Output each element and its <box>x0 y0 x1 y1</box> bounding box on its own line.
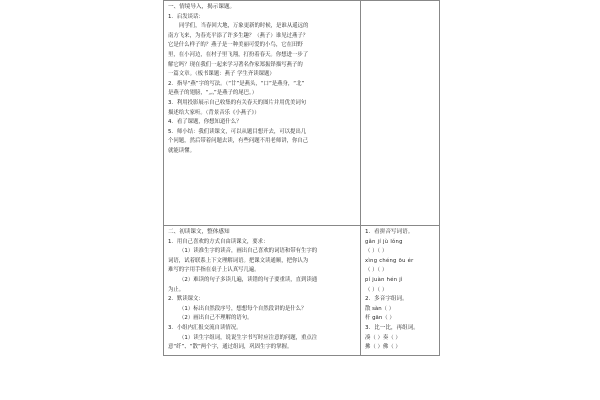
exercise-line: xìng chéng ōu ér <box>365 257 414 264</box>
lesson-plan-page <box>163 0 438 400</box>
section1-line: 里，在小河边，在村子里飞翔，打扮着春天。你想进一步了 <box>168 51 309 58</box>
section2-line: 意“纤”、“散”两个字，通过组词，巩固生字的掌握。 <box>168 344 293 351</box>
section1-line: 4．看了课题，你想知道什么？ <box>168 119 242 126</box>
exercise-cell <box>361 226 440 356</box>
section1-body <box>168 13 356 157</box>
section2-line: （1）读准生字的读音，画出自己喜欢的词语和带有生字的 <box>179 248 318 255</box>
section1-line: 南方飞来，为春光平添了许多生趣？（燕子）谁见过燕子？ <box>168 32 309 39</box>
section1-heading: 一、情境导入，揭示课题。 <box>168 4 236 10</box>
section2-line: 1．用自己喜欢的方式自由读课文，要求： <box>168 238 269 245</box>
section1-line: 5．师小结：我们读课文，可以从题目想开去，可以提出几 <box>168 128 307 135</box>
exercise-line: 拂（ ）佛（ ） <box>365 344 401 351</box>
empty-side-cell <box>361 1 440 226</box>
exercise-body <box>365 228 435 353</box>
first-reading-cell <box>164 226 361 356</box>
exercise-line: （ ）（ ） <box>365 248 388 255</box>
section1-line: 一篇文章。（板书课题：燕子 学生齐读课题） <box>168 71 275 78</box>
section1-line: 是燕子的翅膀，“灬”是燕子的尾巴。） <box>168 90 258 97</box>
section2-body <box>168 238 356 353</box>
section1-line: 1．启发谈话： <box>168 13 204 20</box>
lesson-plan-table <box>163 0 440 356</box>
section2-line: （2）画出自己不理解的语句。 <box>179 315 253 322</box>
exercise-line: 凑（ ）奏（ ） <box>365 334 401 341</box>
section2-line: 2．默读课文： <box>168 296 204 303</box>
exercise-line: 2．多音字组词。 <box>365 296 408 303</box>
section1-line: 描述给大家听。（背景音乐《小燕子》） <box>168 109 260 116</box>
section1-line: 2．指导“燕”字的写法。（“廿”是燕头，“口”是燕身，“北” <box>168 80 305 87</box>
section2-line: （2）难读的句子多读几遍，读错的句子要重读，直到读通 <box>179 276 318 283</box>
section2-line: （1）标出自然段序号，想想每个自然段讲的是什么？ <box>179 305 307 312</box>
exercise-line: 3．比一比，再组词。 <box>365 324 419 331</box>
section1-line: 它是什么样子的？燕子是一种美丽可爱的小鸟，它在田野 <box>168 42 303 49</box>
exercise-line: gǎn jí jù lǒng <box>365 238 403 245</box>
section2-line: （1）读生字组词，说说生字书写时应注意的问题，重点注 <box>179 334 318 341</box>
introduction-cell <box>164 1 361 226</box>
section1-line: 同学们，当春回大地，万象更新的时候，是谁从遥远的 <box>179 23 309 30</box>
section1-line: 解它吗？现在我们一起来学习著名作家郑振铎描写燕子的 <box>168 61 303 68</box>
section2-line: 为止。 <box>168 286 185 293</box>
exercise-line: （ ）（ ） <box>365 267 388 274</box>
section2-line: 词语，试着联系上下文理解词语。把课文读通顺，把你认为 <box>168 257 309 264</box>
exercise-line: 1．看拼音写词语。 <box>365 229 414 235</box>
exercise-line: pí juàn hén jì <box>365 276 403 283</box>
section1-line: 3．利用投影展示自己收集的有关春天的图片并用优美词句 <box>168 99 307 106</box>
section2-line: 难写的字用手指在桌子上认真写几遍。 <box>168 267 260 274</box>
section2-heading: 二、初读课文，整体感知 <box>168 229 230 235</box>
exercise-line: 散 sàn（ ） <box>365 305 395 312</box>
table-row-introduction <box>164 1 440 226</box>
section2-line: 3．小组内汇报交流自读情况。 <box>168 324 242 331</box>
exercise-line: 杆 gān（ ） <box>365 315 395 322</box>
exercise-line: （ ）（ ） <box>365 286 388 293</box>
section1-line: 就能读懂。 <box>168 147 195 154</box>
section1-line: 个问题，然后带着问题去读，有些问题不用老师讲，你自己 <box>168 138 309 145</box>
table-row-first-reading <box>164 226 440 356</box>
